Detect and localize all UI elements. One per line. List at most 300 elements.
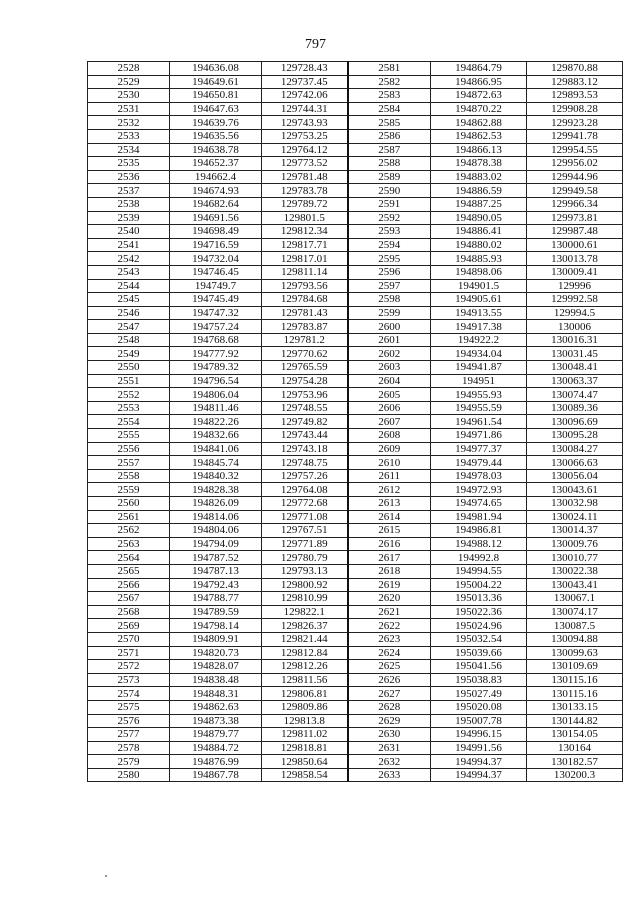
x-coordinate-cell: 194777.92 xyxy=(170,347,262,361)
y-coordinate-cell: 129987.48 xyxy=(527,225,623,239)
point-number-cell: 2574 xyxy=(88,687,170,701)
y-coordinate-cell: 129822.1 xyxy=(262,605,348,619)
table-row xyxy=(88,755,623,769)
table-row xyxy=(88,265,623,279)
y-coordinate-cell: 129754.28 xyxy=(262,374,348,388)
point-number-cell: 2581 xyxy=(348,62,431,76)
x-coordinate-cell: 194787.52 xyxy=(170,551,262,565)
y-coordinate-cell: 129737.45 xyxy=(262,75,348,89)
coordinates-table-body xyxy=(88,62,623,782)
coordinates-table xyxy=(87,61,623,782)
table-row xyxy=(88,429,623,443)
point-number-cell: 2583 xyxy=(348,89,431,103)
point-number-cell: 2575 xyxy=(88,700,170,714)
y-coordinate-cell: 129817.71 xyxy=(262,238,348,252)
point-number-cell: 2591 xyxy=(348,197,431,211)
y-coordinate-cell: 129743.18 xyxy=(262,442,348,456)
point-number-cell: 2556 xyxy=(88,442,170,456)
y-coordinate-cell: 129812.34 xyxy=(262,225,348,239)
table-row xyxy=(88,116,623,130)
x-coordinate-cell: 194884.72 xyxy=(170,741,262,755)
point-number-cell: 2560 xyxy=(88,497,170,511)
y-coordinate-cell: 130074.17 xyxy=(527,605,623,619)
x-coordinate-cell: 194934.04 xyxy=(431,347,527,361)
point-number-cell: 2576 xyxy=(88,714,170,728)
x-coordinate-cell: 195013.36 xyxy=(431,592,527,606)
table-row xyxy=(88,456,623,470)
point-number-cell: 2633 xyxy=(348,768,431,782)
point-number-cell: 2544 xyxy=(88,279,170,293)
x-coordinate-cell: 194880.02 xyxy=(431,238,527,252)
y-coordinate-cell: 130094.88 xyxy=(527,632,623,646)
point-number-cell: 2554 xyxy=(88,415,170,429)
point-number-cell: 2594 xyxy=(348,238,431,252)
y-coordinate-cell: 129954.55 xyxy=(527,143,623,157)
y-coordinate-cell: 130013.78 xyxy=(527,252,623,266)
table-row xyxy=(88,442,623,456)
point-number-cell: 2567 xyxy=(88,592,170,606)
table-row xyxy=(88,170,623,184)
y-coordinate-cell: 129801.5 xyxy=(262,211,348,225)
y-coordinate-cell: 129780.79 xyxy=(262,551,348,565)
point-number-cell: 2559 xyxy=(88,483,170,497)
point-number-cell: 2607 xyxy=(348,415,431,429)
point-number-cell: 2578 xyxy=(88,741,170,755)
y-coordinate-cell: 129765.59 xyxy=(262,361,348,375)
y-coordinate-cell: 130087.5 xyxy=(527,619,623,633)
y-coordinate-cell: 129753.96 xyxy=(262,388,348,402)
table-row xyxy=(88,388,623,402)
y-coordinate-cell: 129793.13 xyxy=(262,564,348,578)
y-coordinate-cell: 130009.76 xyxy=(527,537,623,551)
x-coordinate-cell: 194979.44 xyxy=(431,456,527,470)
point-number-cell: 2599 xyxy=(348,306,431,320)
point-number-cell: 2551 xyxy=(88,374,170,388)
y-coordinate-cell: 129826.37 xyxy=(262,619,348,633)
y-coordinate-cell: 129812.84 xyxy=(262,646,348,660)
x-coordinate-cell: 194832.66 xyxy=(170,429,262,443)
x-coordinate-cell: 194986.81 xyxy=(431,524,527,538)
x-coordinate-cell: 194747.32 xyxy=(170,306,262,320)
table-row xyxy=(88,320,623,334)
y-coordinate-cell: 129743.44 xyxy=(262,429,348,443)
point-number-cell: 2614 xyxy=(348,510,431,524)
point-number-cell: 2561 xyxy=(88,510,170,524)
table-row xyxy=(88,646,623,660)
x-coordinate-cell: 194662.4 xyxy=(170,170,262,184)
point-number-cell: 2608 xyxy=(348,429,431,443)
table-row xyxy=(88,361,623,375)
x-coordinate-cell: 194913.55 xyxy=(431,306,527,320)
table-row xyxy=(88,102,623,116)
y-coordinate-cell: 129748.75 xyxy=(262,456,348,470)
point-number-cell: 2602 xyxy=(348,347,431,361)
y-coordinate-cell: 130009.41 xyxy=(527,265,623,279)
point-number-cell: 2580 xyxy=(88,768,170,782)
table-row xyxy=(88,252,623,266)
x-coordinate-cell: 194841.06 xyxy=(170,442,262,456)
table-row xyxy=(88,469,623,483)
x-coordinate-cell: 194787.13 xyxy=(170,564,262,578)
x-coordinate-cell: 194941.87 xyxy=(431,361,527,375)
x-coordinate-cell: 194789.59 xyxy=(170,605,262,619)
x-coordinate-cell: 194636.08 xyxy=(170,62,262,76)
point-number-cell: 2568 xyxy=(88,605,170,619)
point-number-cell: 2536 xyxy=(88,170,170,184)
table-row xyxy=(88,714,623,728)
x-coordinate-cell: 194746.45 xyxy=(170,265,262,279)
table-row xyxy=(88,401,623,415)
x-coordinate-cell: 194905.61 xyxy=(431,293,527,307)
point-number-cell: 2585 xyxy=(348,116,431,130)
point-number-cell: 2623 xyxy=(348,632,431,646)
x-coordinate-cell: 194955.93 xyxy=(431,388,527,402)
x-coordinate-cell: 194978.03 xyxy=(431,469,527,483)
point-number-cell: 2539 xyxy=(88,211,170,225)
table-row xyxy=(88,728,623,742)
point-number-cell: 2613 xyxy=(348,497,431,511)
x-coordinate-cell: 194870.22 xyxy=(431,102,527,116)
point-number-cell: 2550 xyxy=(88,361,170,375)
y-coordinate-cell: 129764.12 xyxy=(262,143,348,157)
y-coordinate-cell: 129767.51 xyxy=(262,524,348,538)
point-number-cell: 2564 xyxy=(88,551,170,565)
x-coordinate-cell: 194845.74 xyxy=(170,456,262,470)
point-number-cell: 2611 xyxy=(348,469,431,483)
x-coordinate-cell: 194638.78 xyxy=(170,143,262,157)
point-number-cell: 2592 xyxy=(348,211,431,225)
table-row xyxy=(88,374,623,388)
y-coordinate-cell: 130000.61 xyxy=(527,238,623,252)
point-number-cell: 2548 xyxy=(88,333,170,347)
x-coordinate-cell: 194876.99 xyxy=(170,755,262,769)
x-coordinate-cell: 194814.06 xyxy=(170,510,262,524)
x-coordinate-cell: 194650.81 xyxy=(170,89,262,103)
y-coordinate-cell: 130066.63 xyxy=(527,456,623,470)
table-row xyxy=(88,143,623,157)
table-row xyxy=(88,592,623,606)
x-coordinate-cell: 194789.32 xyxy=(170,361,262,375)
x-coordinate-cell: 194732.04 xyxy=(170,252,262,266)
x-coordinate-cell: 195022.36 xyxy=(431,605,527,619)
y-coordinate-cell: 129793.56 xyxy=(262,279,348,293)
x-coordinate-cell: 194981.94 xyxy=(431,510,527,524)
point-number-cell: 2528 xyxy=(88,62,170,76)
table-row xyxy=(88,89,623,103)
x-coordinate-cell: 194792.43 xyxy=(170,578,262,592)
y-coordinate-cell: 130089.36 xyxy=(527,401,623,415)
y-coordinate-cell: 130115.16 xyxy=(527,687,623,701)
x-coordinate-cell: 194961.54 xyxy=(431,415,527,429)
point-number-cell: 2629 xyxy=(348,714,431,728)
x-coordinate-cell: 194971.86 xyxy=(431,429,527,443)
y-coordinate-cell: 129811.56 xyxy=(262,673,348,687)
x-coordinate-cell: 194886.41 xyxy=(431,225,527,239)
y-coordinate-cell: 130115.16 xyxy=(527,673,623,687)
point-number-cell: 2624 xyxy=(348,646,431,660)
point-number-cell: 2541 xyxy=(88,238,170,252)
table-row xyxy=(88,619,623,633)
x-coordinate-cell: 194848.31 xyxy=(170,687,262,701)
x-coordinate-cell: 194898.06 xyxy=(431,265,527,279)
x-coordinate-cell: 194757.24 xyxy=(170,320,262,334)
y-coordinate-cell: 130022.38 xyxy=(527,564,623,578)
y-coordinate-cell: 129781.48 xyxy=(262,170,348,184)
point-number-cell: 2598 xyxy=(348,293,431,307)
x-coordinate-cell: 194804.06 xyxy=(170,524,262,538)
x-coordinate-cell: 194820.73 xyxy=(170,646,262,660)
x-coordinate-cell: 194992.8 xyxy=(431,551,527,565)
x-coordinate-cell: 194788.77 xyxy=(170,592,262,606)
y-coordinate-cell: 129771.89 xyxy=(262,537,348,551)
point-number-cell: 2586 xyxy=(348,129,431,143)
point-number-cell: 2597 xyxy=(348,279,431,293)
x-coordinate-cell: 194887.25 xyxy=(431,197,527,211)
x-coordinate-cell: 194994.55 xyxy=(431,564,527,578)
y-coordinate-cell: 129973.81 xyxy=(527,211,623,225)
point-number-cell: 2616 xyxy=(348,537,431,551)
x-coordinate-cell: 194867.78 xyxy=(170,768,262,782)
x-coordinate-cell: 194988.12 xyxy=(431,537,527,551)
point-number-cell: 2552 xyxy=(88,388,170,402)
point-number-cell: 2565 xyxy=(88,564,170,578)
x-coordinate-cell: 194885.93 xyxy=(431,252,527,266)
table-row xyxy=(88,551,623,565)
point-number-cell: 2603 xyxy=(348,361,431,375)
y-coordinate-cell: 129728.43 xyxy=(262,62,348,76)
x-coordinate-cell: 194806.04 xyxy=(170,388,262,402)
point-number-cell: 2584 xyxy=(348,102,431,116)
point-number-cell: 2540 xyxy=(88,225,170,239)
point-number-cell: 2610 xyxy=(348,456,431,470)
y-coordinate-cell: 129821.44 xyxy=(262,632,348,646)
x-coordinate-cell: 194922.2 xyxy=(431,333,527,347)
x-coordinate-cell: 194674.93 xyxy=(170,184,262,198)
y-coordinate-cell: 129781.43 xyxy=(262,306,348,320)
x-coordinate-cell: 194862.88 xyxy=(431,116,527,130)
table-row xyxy=(88,62,623,76)
point-number-cell: 2557 xyxy=(88,456,170,470)
x-coordinate-cell: 194901.5 xyxy=(431,279,527,293)
table-row xyxy=(88,211,623,225)
point-number-cell: 2620 xyxy=(348,592,431,606)
x-coordinate-cell: 194811.46 xyxy=(170,401,262,415)
y-coordinate-cell: 129811.14 xyxy=(262,265,348,279)
y-coordinate-cell: 130096.69 xyxy=(527,415,623,429)
y-coordinate-cell: 130024.11 xyxy=(527,510,623,524)
point-number-cell: 2562 xyxy=(88,524,170,538)
point-number-cell: 2630 xyxy=(348,728,431,742)
y-coordinate-cell: 129817.01 xyxy=(262,252,348,266)
x-coordinate-cell: 195004.22 xyxy=(431,578,527,592)
x-coordinate-cell: 194768.68 xyxy=(170,333,262,347)
table-row xyxy=(88,524,623,538)
y-coordinate-cell: 130063.37 xyxy=(527,374,623,388)
y-coordinate-cell: 130084.27 xyxy=(527,442,623,456)
table-row xyxy=(88,673,623,687)
y-coordinate-cell: 130043.41 xyxy=(527,578,623,592)
point-number-cell: 2555 xyxy=(88,429,170,443)
x-coordinate-cell: 194994.37 xyxy=(431,755,527,769)
x-coordinate-cell: 194822.26 xyxy=(170,415,262,429)
x-coordinate-cell: 195038.83 xyxy=(431,673,527,687)
table-row xyxy=(88,197,623,211)
table-row xyxy=(88,238,623,252)
x-coordinate-cell: 195020.08 xyxy=(431,700,527,714)
table-row xyxy=(88,605,623,619)
table-row xyxy=(88,632,623,646)
x-coordinate-cell: 195007.78 xyxy=(431,714,527,728)
point-number-cell: 2534 xyxy=(88,143,170,157)
x-coordinate-cell: 194716.59 xyxy=(170,238,262,252)
x-coordinate-cell: 194647.63 xyxy=(170,102,262,116)
point-number-cell: 2566 xyxy=(88,578,170,592)
x-coordinate-cell: 194796.54 xyxy=(170,374,262,388)
y-coordinate-cell: 129783.87 xyxy=(262,320,348,334)
point-number-cell: 2619 xyxy=(348,578,431,592)
y-coordinate-cell: 130182.57 xyxy=(527,755,623,769)
table-row xyxy=(88,279,623,293)
x-coordinate-cell: 195027.49 xyxy=(431,687,527,701)
table-row xyxy=(88,333,623,347)
x-coordinate-cell: 194994.37 xyxy=(431,768,527,782)
x-coordinate-cell: 194873.38 xyxy=(170,714,262,728)
point-number-cell: 2587 xyxy=(348,143,431,157)
y-coordinate-cell: 129749.82 xyxy=(262,415,348,429)
point-number-cell: 2626 xyxy=(348,673,431,687)
x-coordinate-cell: 194635.56 xyxy=(170,129,262,143)
y-coordinate-cell: 129966.34 xyxy=(527,197,623,211)
point-number-cell: 2588 xyxy=(348,157,431,171)
y-coordinate-cell: 129743.93 xyxy=(262,116,348,130)
y-coordinate-cell: 130048.41 xyxy=(527,361,623,375)
y-coordinate-cell: 129812.26 xyxy=(262,660,348,674)
y-coordinate-cell: 129783.78 xyxy=(262,184,348,198)
x-coordinate-cell: 194840.32 xyxy=(170,469,262,483)
x-coordinate-cell: 194883.02 xyxy=(431,170,527,184)
y-coordinate-cell: 130095.28 xyxy=(527,429,623,443)
x-coordinate-cell: 194682.64 xyxy=(170,197,262,211)
y-coordinate-cell: 129893.53 xyxy=(527,89,623,103)
y-coordinate-cell: 129753.25 xyxy=(262,129,348,143)
table-row xyxy=(88,564,623,578)
x-coordinate-cell: 194866.13 xyxy=(431,143,527,157)
point-number-cell: 2621 xyxy=(348,605,431,619)
x-coordinate-cell: 194862.63 xyxy=(170,700,262,714)
y-coordinate-cell: 130164 xyxy=(527,741,623,755)
y-coordinate-cell: 130014.37 xyxy=(527,524,623,538)
y-coordinate-cell: 129742.06 xyxy=(262,89,348,103)
y-coordinate-cell: 129806.81 xyxy=(262,687,348,701)
y-coordinate-cell: 130010.77 xyxy=(527,551,623,565)
y-coordinate-cell: 129764.08 xyxy=(262,483,348,497)
y-coordinate-cell: 129944.96 xyxy=(527,170,623,184)
point-number-cell: 2622 xyxy=(348,619,431,633)
y-coordinate-cell: 129908.28 xyxy=(527,102,623,116)
point-number-cell: 2628 xyxy=(348,700,431,714)
point-number-cell: 2612 xyxy=(348,483,431,497)
x-coordinate-cell: 194864.79 xyxy=(431,62,527,76)
point-number-cell: 2631 xyxy=(348,741,431,755)
point-number-cell: 2537 xyxy=(88,184,170,198)
y-coordinate-cell: 129800.92 xyxy=(262,578,348,592)
y-coordinate-cell: 129772.68 xyxy=(262,497,348,511)
point-number-cell: 2615 xyxy=(348,524,431,538)
table-row xyxy=(88,510,623,524)
scan-dot xyxy=(105,875,107,877)
point-number-cell: 2573 xyxy=(88,673,170,687)
y-coordinate-cell: 129813.8 xyxy=(262,714,348,728)
x-coordinate-cell: 194879.77 xyxy=(170,728,262,742)
x-coordinate-cell: 195024.96 xyxy=(431,619,527,633)
point-number-cell: 2625 xyxy=(348,660,431,674)
x-coordinate-cell: 194862.53 xyxy=(431,129,527,143)
y-coordinate-cell: 129992.58 xyxy=(527,293,623,307)
table-row xyxy=(88,293,623,307)
y-coordinate-cell: 129744.31 xyxy=(262,102,348,116)
point-number-cell: 2572 xyxy=(88,660,170,674)
x-coordinate-cell: 194872.63 xyxy=(431,89,527,103)
x-coordinate-cell: 194798.14 xyxy=(170,619,262,633)
x-coordinate-cell: 194691.56 xyxy=(170,211,262,225)
y-coordinate-cell: 129949.58 xyxy=(527,184,623,198)
y-coordinate-cell: 130144.82 xyxy=(527,714,623,728)
x-coordinate-cell: 194955.59 xyxy=(431,401,527,415)
x-coordinate-cell: 194991.56 xyxy=(431,741,527,755)
table-row xyxy=(88,75,623,89)
point-number-cell: 2543 xyxy=(88,265,170,279)
point-number-cell: 2563 xyxy=(88,537,170,551)
x-coordinate-cell: 194977.37 xyxy=(431,442,527,456)
table-row xyxy=(88,741,623,755)
point-number-cell: 2618 xyxy=(348,564,431,578)
point-number-cell: 2579 xyxy=(88,755,170,769)
y-coordinate-cell: 129771.08 xyxy=(262,510,348,524)
y-coordinate-cell: 129770.62 xyxy=(262,347,348,361)
x-coordinate-cell: 194886.59 xyxy=(431,184,527,198)
point-number-cell: 2535 xyxy=(88,157,170,171)
x-coordinate-cell: 194974.65 xyxy=(431,497,527,511)
y-coordinate-cell: 130200.3 xyxy=(527,768,623,782)
x-coordinate-cell: 194639.76 xyxy=(170,116,262,130)
x-coordinate-cell: 194828.38 xyxy=(170,483,262,497)
table-row xyxy=(88,768,623,782)
y-coordinate-cell: 130133.15 xyxy=(527,700,623,714)
point-number-cell: 2577 xyxy=(88,728,170,742)
x-coordinate-cell: 194698.49 xyxy=(170,225,262,239)
y-coordinate-cell: 129811.02 xyxy=(262,728,348,742)
y-coordinate-cell: 129818.81 xyxy=(262,741,348,755)
y-coordinate-cell: 130031.45 xyxy=(527,347,623,361)
y-coordinate-cell: 129870.88 xyxy=(527,62,623,76)
y-coordinate-cell: 130154.05 xyxy=(527,728,623,742)
y-coordinate-cell: 129996 xyxy=(527,279,623,293)
y-coordinate-cell: 129810.99 xyxy=(262,592,348,606)
point-number-cell: 2582 xyxy=(348,75,431,89)
point-number-cell: 2531 xyxy=(88,102,170,116)
table-row xyxy=(88,537,623,551)
table-row xyxy=(88,415,623,429)
table-row xyxy=(88,497,623,511)
x-coordinate-cell: 194652.37 xyxy=(170,157,262,171)
y-coordinate-cell: 129850.64 xyxy=(262,755,348,769)
y-coordinate-cell: 130032.98 xyxy=(527,497,623,511)
y-coordinate-cell: 129941.78 xyxy=(527,129,623,143)
point-number-cell: 2538 xyxy=(88,197,170,211)
x-coordinate-cell: 194826.09 xyxy=(170,497,262,511)
point-number-cell: 2627 xyxy=(348,687,431,701)
x-coordinate-cell: 194745.49 xyxy=(170,293,262,307)
